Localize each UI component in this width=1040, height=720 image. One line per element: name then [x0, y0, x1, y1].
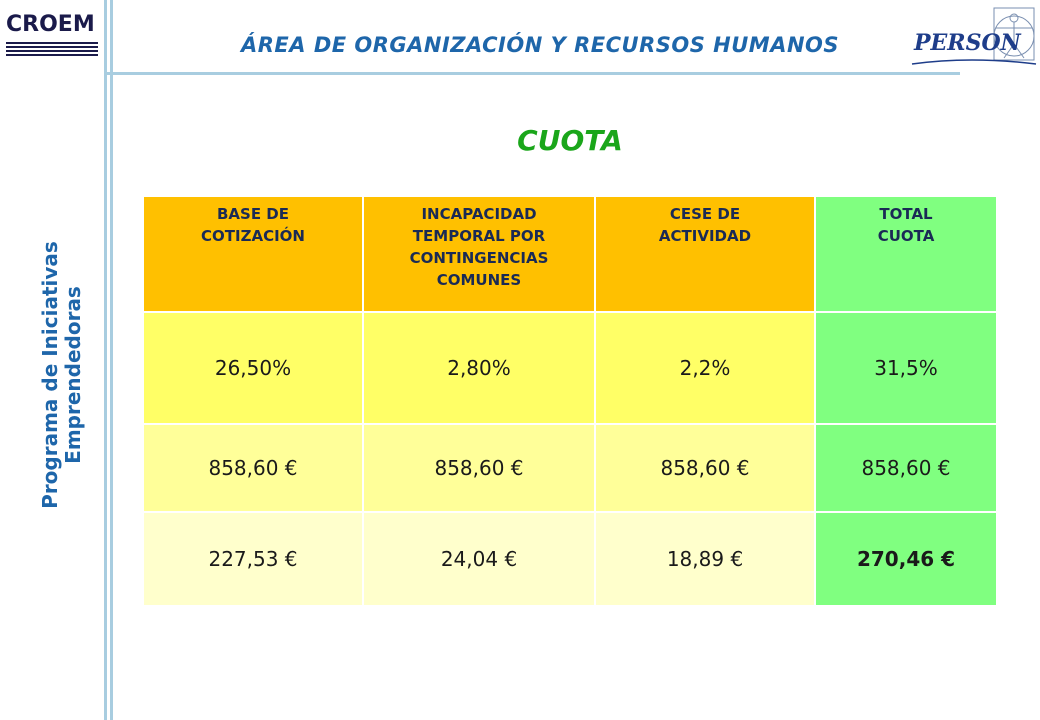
left-divider-line-inner — [110, 0, 113, 720]
header-text: TEMPORAL POR — [412, 227, 546, 245]
croem-logo — [6, 14, 102, 62]
person-logo — [910, 6, 1038, 70]
table-row-percentages — [143, 312, 997, 424]
table-row-amounts — [143, 512, 997, 606]
header-cell-total-cuota — [815, 196, 997, 312]
header-text: TOTAL — [879, 205, 933, 223]
page-title: CUOTA — [517, 124, 623, 157]
table-cell: 2,80% — [363, 312, 595, 424]
header-text: CESE DE — [669, 205, 741, 223]
left-divider-line — [104, 0, 107, 720]
table-cell: 26,50% — [143, 312, 363, 424]
side-label-line1: Programa de Iniciativas — [38, 241, 62, 509]
header-divider-line — [104, 72, 960, 75]
table-cell-total: 858,60 € — [815, 424, 997, 512]
croem-logo-stripes — [6, 42, 98, 56]
person-logo-text: PERSON — [914, 30, 1021, 56]
header-text: CUOTA — [877, 227, 935, 245]
header-text: ACTIVIDAD — [658, 227, 752, 245]
table-cell: 24,04 € — [363, 512, 595, 606]
header-text: BASE DE — [216, 205, 289, 223]
table-row-base — [143, 424, 997, 512]
header-cell-cese-actividad — [595, 196, 815, 312]
side-label-text — [39, 241, 85, 509]
table-cell-total: 31,5% — [815, 312, 997, 424]
table-cell: 858,60 € — [363, 424, 595, 512]
table-cell: 2,2% — [595, 312, 815, 424]
table-cell: 858,60 € — [143, 424, 363, 512]
croem-logo-text: CROEM — [6, 12, 95, 37]
header-cell-incapacidad-temporal — [363, 196, 595, 312]
header-text: COMUNES — [436, 271, 522, 289]
header-text: INCAPACIDAD — [421, 205, 537, 223]
table-cell: 18,89 € — [595, 512, 815, 606]
table-header-row — [143, 196, 997, 312]
header-text: CONTINGENCIAS — [409, 249, 549, 267]
table-cell-total: 270,46 € — [815, 512, 997, 606]
header-text: COTIZACIÓN — [201, 227, 305, 245]
table-cell: 858,60 € — [595, 424, 815, 512]
header-cell-base-cotizacion — [143, 196, 363, 312]
quota-table — [142, 195, 998, 607]
side-label-line2: Emprendedoras — [61, 286, 85, 464]
table-cell: 227,53 € — [143, 512, 363, 606]
header-title: ÁREA DE ORGANIZACIÓN Y RECURSOS HUMANOS — [240, 33, 840, 57]
